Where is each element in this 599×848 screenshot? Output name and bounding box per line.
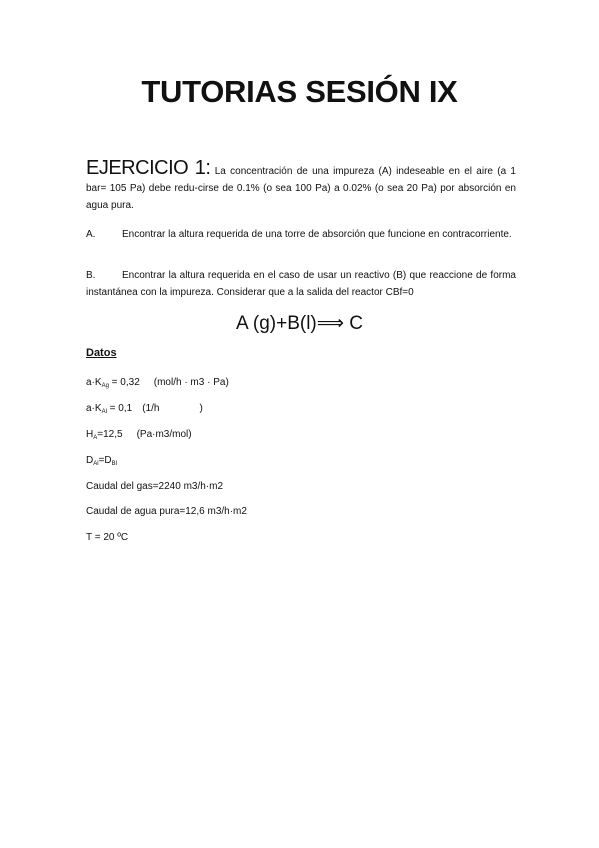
- diff-sub2: Bl: [111, 461, 117, 467]
- ha-prefix: H: [86, 429, 94, 440]
- diff-eq: =D: [98, 455, 112, 466]
- kag-unit: (mol/h · m3 · Pa): [153, 377, 229, 388]
- exercise-item-a: [86, 226, 516, 243]
- exercise-label: EJERCICIO 1:: [86, 157, 211, 179]
- data-temperature: T = 20 ºC: [86, 532, 129, 543]
- kal-subscript: Al: [101, 409, 107, 415]
- exercise-statement: [86, 157, 516, 214]
- data-kag: [86, 376, 229, 393]
- item-b-text: Encontrar la altura requerida en el caso de usar un reactivo (B) que reaccione de forma instantánea con la impureza. Considerar que a la salida del reactor CBf=0: [86, 270, 516, 298]
- diff-sub1: Al: [93, 461, 99, 467]
- reaction-equation: A (g)+B(l)⟹ C: [235, 313, 363, 334]
- kal-prefix: a·K: [86, 403, 102, 414]
- kal-value: = 0,1: [106, 403, 133, 414]
- data-kal: [86, 402, 203, 419]
- exercise-intro-text: La concentración de una impureza (A) indeseable en el aire (a 1 bar= 105 Pa) debe redu-cirse de 0.1% (o sea 100 Pa) a 0.02% (o sea 20 Pa) por absorción en agua pura.: [86, 166, 516, 211]
- item-a-letter: A.: [86, 229, 96, 240]
- page-title: TUTORIAS SESIÓN IX: [141, 74, 458, 109]
- data-diffusivity: [86, 454, 117, 471]
- kag-value: = 0,32: [108, 377, 140, 388]
- kag-subscript: Ag: [101, 383, 109, 389]
- kal-unit: (1/h: [142, 403, 160, 414]
- ha-value: =12,5: [97, 429, 123, 440]
- item-a-text: Encontrar la altura requerida de una torre de absorción que funcione en contracorriente.: [122, 229, 512, 240]
- ha-unit: (Pa·m3/mol): [136, 429, 192, 440]
- data-ha: [86, 428, 192, 445]
- data-caudal-gas: Caudal del gas=2240 m3/h·m2: [86, 481, 224, 492]
- kal-unit-close: ): [199, 403, 203, 414]
- item-b-letter: B.: [86, 270, 96, 281]
- data-caudal-agua: Caudal de agua pura=12,6 m3/h·m2: [86, 506, 247, 517]
- diff-d1: D: [86, 455, 94, 466]
- datos-heading: Datos: [86, 347, 117, 359]
- ha-subscript: A: [93, 435, 98, 441]
- exercise-item-b: [86, 267, 516, 301]
- kag-prefix: a·K: [86, 377, 102, 388]
